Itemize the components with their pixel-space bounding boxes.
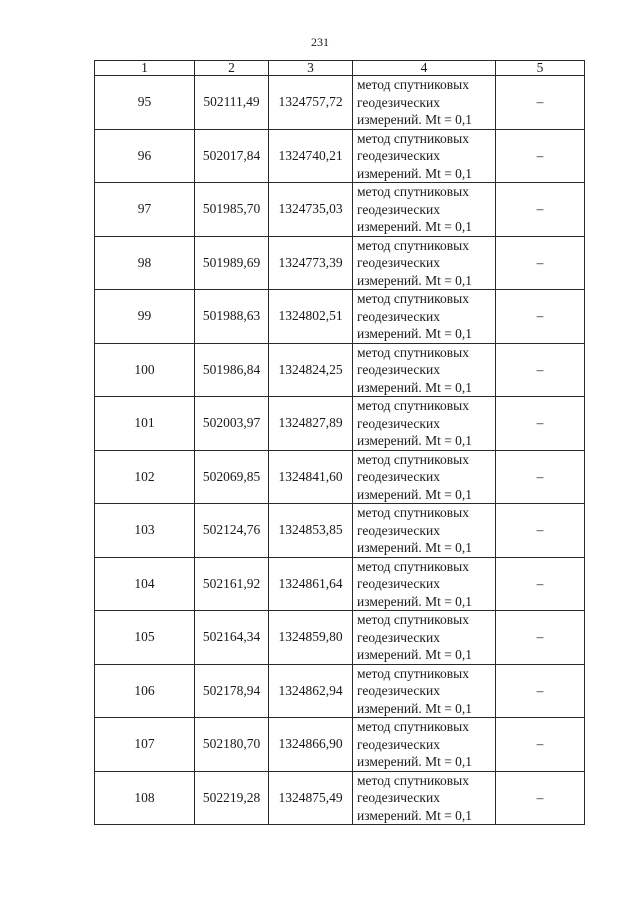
method-line: геодезических [357, 683, 440, 698]
method-cell [353, 504, 496, 558]
method-line: геодезических [357, 362, 440, 377]
note-cell: – [496, 183, 585, 237]
note-cell: – [496, 664, 585, 718]
method-line: измерений. Mt = 0,1 [357, 807, 473, 823]
method-cell [353, 290, 496, 344]
x-coordinate-cell: 502124,76 [195, 504, 269, 558]
point-number-cell: 99 [95, 290, 195, 344]
column-header: 2 [195, 61, 269, 76]
method-cell [353, 664, 496, 718]
method-line: геодезических [357, 522, 440, 538]
method-line: измерений. Mt = 0,1 [357, 593, 473, 609]
y-coordinate-cell: 1324773,39 [269, 236, 353, 290]
method-line: метод спутниковых [357, 398, 469, 413]
table-row [95, 664, 585, 718]
method-cell [353, 557, 496, 611]
table-row [95, 236, 585, 290]
table-row [95, 504, 585, 558]
y-coordinate-cell: 1324862,94 [269, 664, 353, 718]
table-row [95, 183, 585, 237]
method-cell [353, 236, 496, 290]
table-row [95, 557, 585, 611]
table-row [95, 450, 585, 504]
point-number-cell: 103 [95, 504, 195, 558]
y-coordinate-cell: 1324802,51 [269, 290, 353, 344]
method-line: геодезических [357, 201, 440, 217]
method-line: метод спутниковых [357, 344, 469, 360]
x-coordinate-cell: 502003,97 [195, 397, 269, 451]
point-number-cell: 96 [95, 129, 195, 183]
method-line: метод спутниковых [357, 558, 469, 574]
x-coordinate-cell: 502180,70 [195, 718, 269, 772]
coordinates-table [94, 60, 585, 825]
method-cell [353, 450, 496, 504]
method-line: измерений. Mt = 0,1 [357, 112, 473, 127]
point-number-cell: 100 [95, 343, 195, 397]
x-coordinate-cell: 502219,28 [195, 771, 269, 825]
method-line: измерений. Mt = 0,1 [357, 433, 473, 448]
table-row [95, 611, 585, 665]
method-line: метод спутниковых [357, 237, 469, 253]
point-number-cell: 105 [95, 611, 195, 665]
point-number-cell: 107 [95, 718, 195, 772]
method-line: геодезических [357, 469, 440, 484]
y-coordinate-cell: 1324859,80 [269, 611, 353, 665]
table-row [95, 343, 585, 397]
table-header-row [95, 61, 585, 76]
method-line: метод спутниковых [357, 451, 469, 467]
x-coordinate-cell: 502161,92 [195, 557, 269, 611]
x-coordinate-cell: 501986,84 [195, 343, 269, 397]
x-coordinate-cell: 502111,49 [195, 76, 269, 130]
point-number-cell: 104 [95, 557, 195, 611]
table-row [95, 129, 585, 183]
method-cell [353, 718, 496, 772]
method-line: геодезических [357, 790, 440, 805]
point-number-cell: 95 [95, 76, 195, 130]
method-line: измерений. Mt = 0,1 [357, 647, 473, 662]
method-line: геодезических [357, 94, 440, 110]
table-body [95, 76, 585, 825]
y-coordinate-cell: 1324861,64 [269, 557, 353, 611]
method-cell [353, 183, 496, 237]
method-line: геодезических [357, 415, 440, 431]
method-cell [353, 397, 496, 451]
note-cell: – [496, 290, 585, 344]
note-cell: – [496, 343, 585, 397]
method-line: геодезических [357, 576, 440, 591]
method-cell [353, 771, 496, 825]
method-line: измерений. Mt = 0,1 [357, 379, 473, 395]
note-cell: – [496, 504, 585, 558]
table-row [95, 397, 585, 451]
method-line: измерений. Mt = 0,1 [357, 326, 473, 341]
y-coordinate-cell: 1324735,03 [269, 183, 353, 237]
method-line: геодезических [357, 148, 440, 163]
method-cell [353, 129, 496, 183]
note-cell: – [496, 611, 585, 665]
y-coordinate-cell: 1324827,89 [269, 397, 353, 451]
column-header: 3 [269, 61, 353, 76]
x-coordinate-cell: 502164,34 [195, 611, 269, 665]
table-row [95, 771, 585, 825]
note-cell: – [496, 450, 585, 504]
y-coordinate-cell: 1324853,85 [269, 504, 353, 558]
method-line: измерений. Mt = 0,1 [357, 272, 473, 288]
note-cell: – [496, 718, 585, 772]
column-header: 5 [496, 61, 585, 76]
point-number-cell: 106 [95, 664, 195, 718]
method-line: геодезических [357, 308, 440, 324]
note-cell: – [496, 771, 585, 825]
method-cell [353, 343, 496, 397]
method-line: измерений. Mt = 0,1 [357, 540, 473, 555]
note-cell: – [496, 557, 585, 611]
point-number-cell: 101 [95, 397, 195, 451]
method-line: метод спутниковых [357, 184, 469, 199]
column-header: 1 [95, 61, 195, 76]
method-line: метод спутниковых [357, 772, 469, 788]
method-line: геодезических [357, 629, 440, 645]
method-line: измерений. Mt = 0,1 [357, 219, 473, 234]
method-line: измерений. Mt = 0,1 [357, 486, 473, 502]
note-cell: – [496, 76, 585, 130]
method-line: метод спутниковых [357, 77, 469, 92]
y-coordinate-cell: 1324824,25 [269, 343, 353, 397]
method-line: метод спутниковых [357, 291, 469, 306]
note-cell: – [496, 129, 585, 183]
x-coordinate-cell: 502178,94 [195, 664, 269, 718]
point-number-cell: 97 [95, 183, 195, 237]
table-row [95, 290, 585, 344]
point-number-cell: 102 [95, 450, 195, 504]
page-number: 231 [311, 35, 329, 49]
method-line: метод спутниковых [357, 505, 469, 520]
method-line: геодезических [357, 736, 440, 752]
point-number-cell: 108 [95, 771, 195, 825]
method-line: измерений. Mt = 0,1 [357, 700, 473, 716]
method-line: метод спутниковых [357, 612, 469, 627]
table-row [95, 76, 585, 130]
note-cell: – [496, 397, 585, 451]
method-line: измерений. Mt = 0,1 [357, 165, 473, 181]
x-coordinate-cell: 501985,70 [195, 183, 269, 237]
x-coordinate-cell: 502069,85 [195, 450, 269, 504]
y-coordinate-cell: 1324875,49 [269, 771, 353, 825]
y-coordinate-cell: 1324740,21 [269, 129, 353, 183]
column-header: 4 [353, 61, 496, 76]
y-coordinate-cell: 1324757,72 [269, 76, 353, 130]
x-coordinate-cell: 501989,69 [195, 236, 269, 290]
method-cell [353, 76, 496, 130]
y-coordinate-cell: 1324841,60 [269, 450, 353, 504]
note-cell: – [496, 236, 585, 290]
x-coordinate-cell: 501988,63 [195, 290, 269, 344]
method-line: измерений. Mt = 0,1 [357, 754, 473, 769]
point-number-cell: 98 [95, 236, 195, 290]
method-cell [353, 611, 496, 665]
x-coordinate-cell: 502017,84 [195, 129, 269, 183]
table-row [95, 718, 585, 772]
method-line: геодезических [357, 255, 440, 270]
method-line: метод спутниковых [357, 130, 469, 146]
y-coordinate-cell: 1324866,90 [269, 718, 353, 772]
method-line: метод спутниковых [357, 665, 469, 681]
method-line: метод спутниковых [357, 719, 469, 734]
